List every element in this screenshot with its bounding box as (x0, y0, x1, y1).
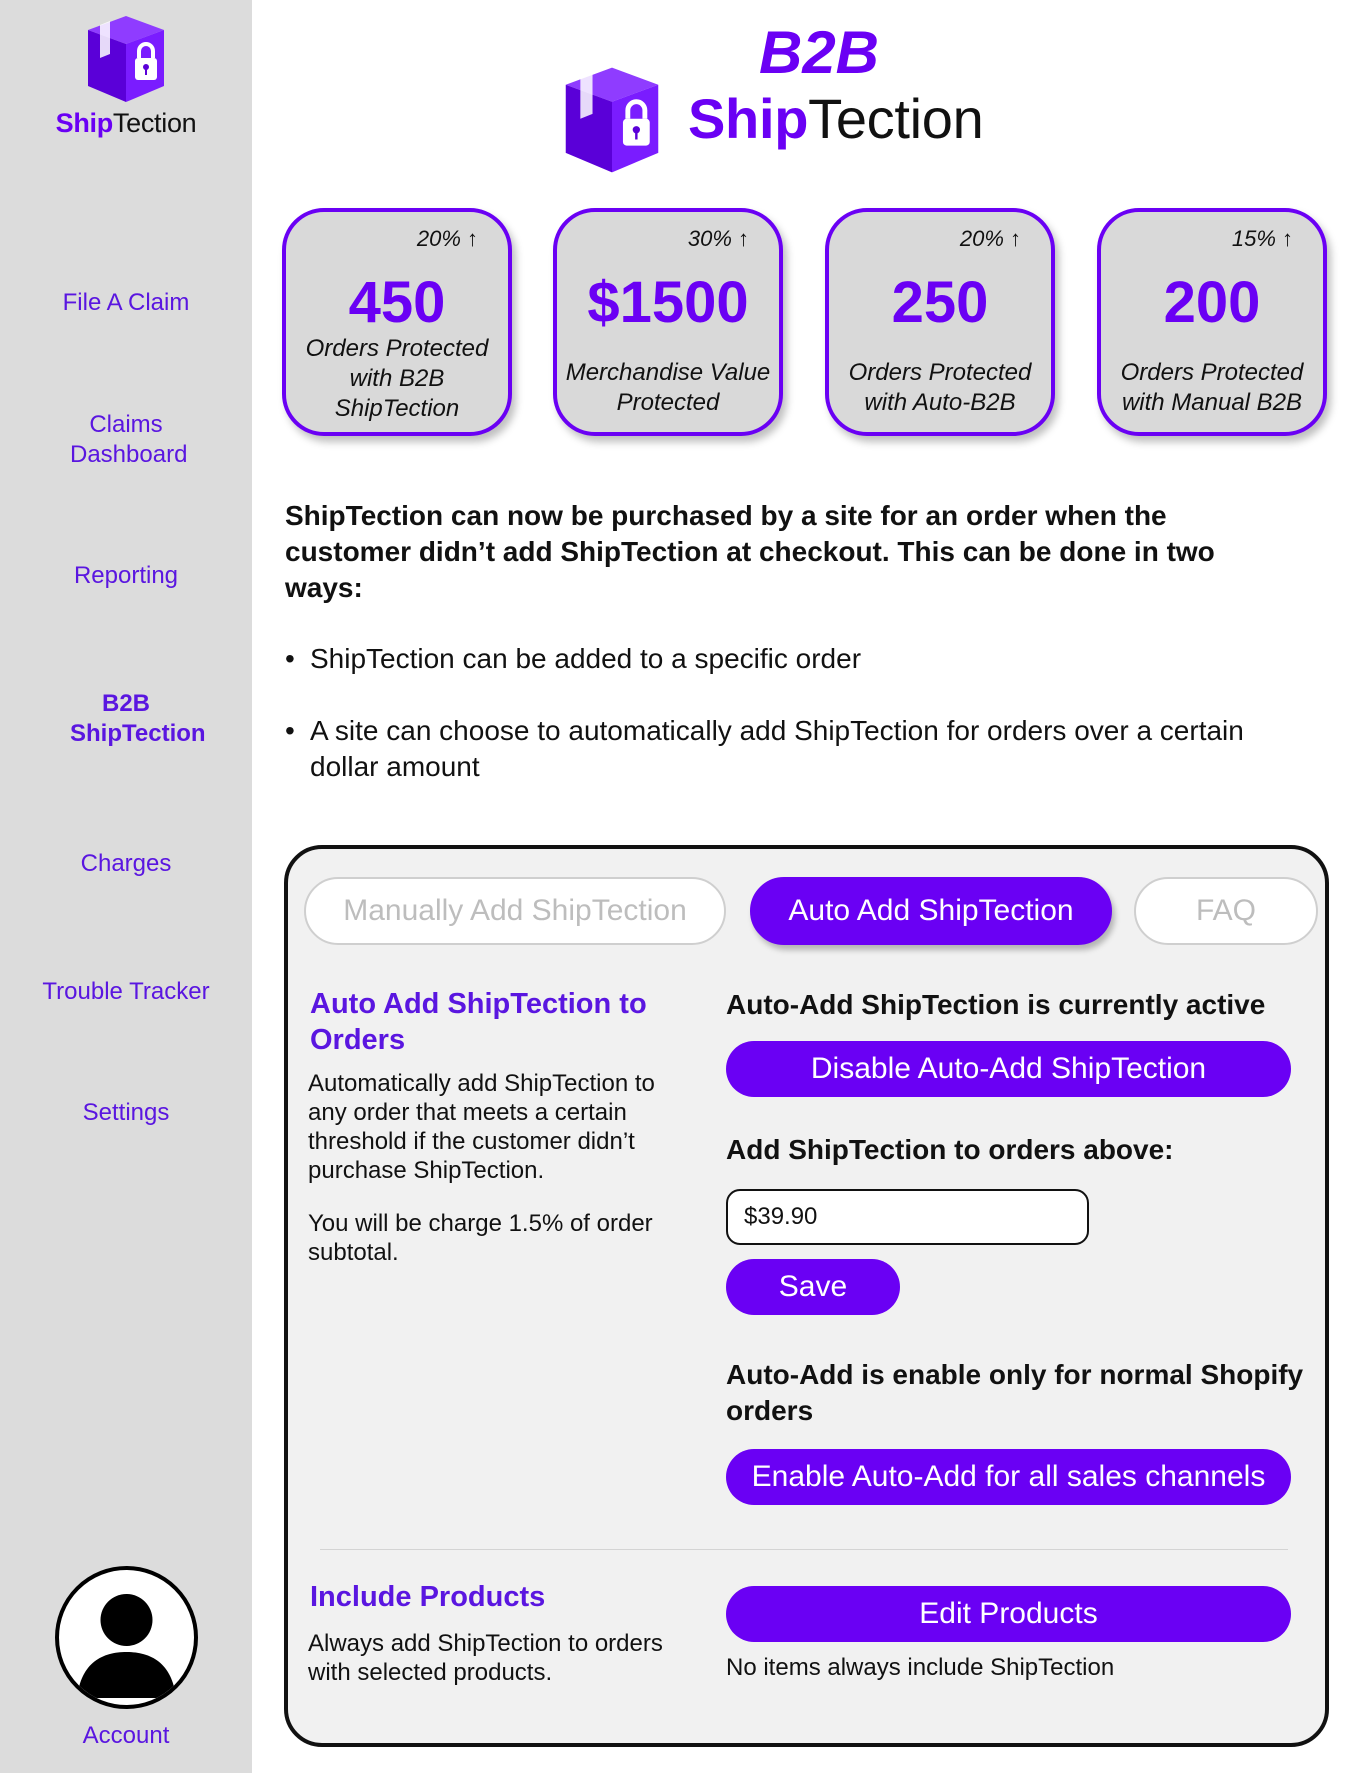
stat-trend: 15% ↑ (1231, 226, 1293, 251)
threshold-input[interactable] (726, 1189, 1089, 1245)
threshold-label: Add ShipTection to orders above: (726, 1134, 1174, 1165)
intro-bullet: • A site can choose to automatically add ShipTection for orders over a certain dollar amount (285, 713, 1285, 785)
include-products-title: Include Products (310, 1581, 546, 1613)
account-label[interactable]: Account (82, 1722, 170, 1749)
b2b-label: B2B (758, 19, 880, 86)
stat-value: 450 (348, 270, 446, 335)
stat-label: Orders Protected with Auto-B2B (848, 359, 1032, 416)
edit-products-button[interactable]: Edit Products (726, 1586, 1291, 1642)
disable-auto-add-button[interactable]: Disable Auto-Add ShipTection (726, 1041, 1291, 1097)
stat-value: 200 (1163, 270, 1261, 335)
enable-all-channels-button[interactable]: Enable Auto-Add for all sales channels (726, 1449, 1291, 1505)
sidebar (0, 0, 252, 1773)
tab-faq[interactable]: FAQ (1134, 877, 1318, 945)
user-avatar-icon (59, 1570, 194, 1705)
include-products-status: No items always include ShipTection (726, 1654, 1115, 1681)
auto-add-status: Auto-Add ShipTection is currently active (726, 989, 1266, 1020)
sales-channels-note: Auto-Add is enable only for normal Shopify orders (726, 1359, 1304, 1426)
intro-text: ShipTection can now be purchased by a site for an order when the customer didn’t add ShipTection at checkout. This can be done in two ways: (285, 500, 1215, 603)
sidebar-item-charges[interactable]: Charges (80, 850, 172, 877)
stat-label: Orders Protected with B2B ShipTection (305, 335, 489, 422)
stat-label: Merchandise Value Protected (565, 359, 771, 416)
sidebar-logo[interactable] (40, 14, 212, 139)
stat-card-auto-b2b (825, 208, 1055, 436)
sidebar-item-b2b-shiptection[interactable]: B2B ShipTection (70, 690, 206, 747)
stat-trend: 20% ↑ (416, 226, 478, 251)
account-avatar[interactable] (55, 1566, 198, 1709)
b2b-settings-panel (284, 845, 1329, 1747)
lock-box-icon (80, 14, 172, 104)
auto-add-charge-note: You will be charge 1.5% of order subtotal. (308, 1210, 653, 1266)
main-logo (556, 20, 1016, 180)
auto-add-description: Automatically add ShipTection to any order that meets a certain threshold if the customer didn’t purchase ShipTection. (308, 1070, 655, 1184)
auto-add-section-title: Auto Add ShipTection to Orders (310, 988, 647, 1056)
stat-label: Orders Protected with Manual B2B (1120, 359, 1304, 416)
stat-value: $1500 (587, 270, 749, 335)
include-products-description: Always add ShipTection to orders with selected products. (308, 1630, 663, 1686)
intro-bullet: • ShipTection can be added to a specific order (285, 641, 1285, 677)
sidebar-item-file-a-claim[interactable]: File A Claim (62, 289, 190, 316)
sidebar-item-trouble-tracker[interactable]: Trouble Tracker (42, 978, 210, 1005)
sidebar-item-settings[interactable]: Settings (82, 1099, 170, 1126)
tab-auto-add[interactable]: Auto Add ShipTection (750, 877, 1112, 945)
stat-card-b2b-orders (282, 208, 512, 436)
stat-card-manual-b2b (1097, 208, 1327, 436)
tab-manually-add[interactable]: Manually Add ShipTection (304, 877, 726, 945)
sidebar-item-reporting[interactable]: Reporting (73, 562, 179, 589)
stat-trend: 20% ↑ (959, 226, 1021, 251)
sidebar-brand-name: ShipTection (55, 108, 197, 138)
divider (320, 1549, 1288, 1550)
lock-box-icon (556, 64, 668, 176)
sidebar-item-claims-dashboard[interactable]: Claims Dashboard (70, 411, 188, 468)
stat-value: 250 (891, 270, 989, 335)
stat-card-merchandise-value (553, 208, 783, 436)
main-brand-name: ShipTection (688, 87, 984, 150)
stat-trend: 30% ↑ (687, 226, 749, 251)
save-button[interactable]: Save (726, 1259, 900, 1315)
